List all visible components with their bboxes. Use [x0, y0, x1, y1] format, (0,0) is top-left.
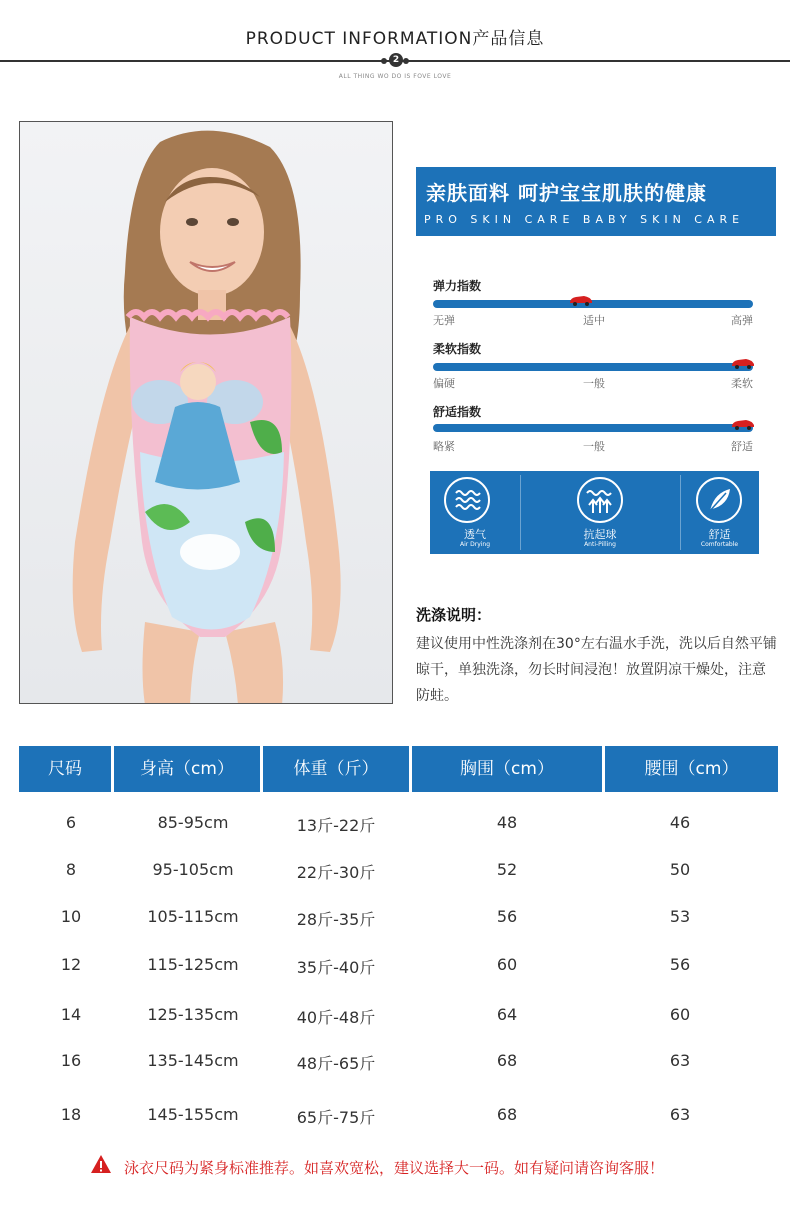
cell-size: 10 — [60, 907, 82, 926]
feature-label: 舒适 — [708, 528, 731, 541]
fabric-feature-banner — [416, 167, 776, 236]
cell-size: 16 — [60, 1051, 82, 1070]
table-header-waist: 腰围（cm） — [605, 746, 778, 792]
cell-weight: 35斤-40斤 — [296, 958, 376, 977]
banner-title: 亲肤面料 呵护宝宝肌肤的健康 — [426, 181, 707, 205]
elasticity-mid-label: 适中 — [583, 314, 605, 327]
feature-label: 透气 — [464, 528, 486, 541]
comfort-index-title: 舒适指数 — [433, 405, 482, 419]
feature-sublabel: Comfortable — [700, 541, 739, 548]
cell-size: 8 — [65, 860, 77, 879]
cell-height: 95-105cm — [152, 860, 234, 879]
feature-anti-pilling — [520, 471, 680, 554]
comfort-high-label: 舒适 — [731, 440, 753, 453]
feather-icon — [696, 477, 742, 523]
elasticity-high-label: 高弹 — [731, 314, 753, 327]
cell-chest: 60 — [496, 955, 518, 974]
cell-waist: 60 — [669, 1005, 691, 1024]
cell-height: 115-125cm — [147, 955, 239, 974]
product-photo — [19, 121, 393, 704]
page-title: PRODUCT INFORMATION产品信息 — [245, 29, 545, 49]
car-marker-icon — [730, 418, 756, 430]
softness-high-label: 柔软 — [731, 377, 753, 390]
cell-size: 18 — [60, 1105, 82, 1124]
cell-size: 12 — [60, 955, 82, 974]
softness-index-title: 柔软指数 — [433, 342, 482, 356]
washing-instructions-title: 洗涤说明： — [416, 606, 492, 624]
feature-comfortable — [680, 471, 759, 554]
car-marker-icon — [730, 357, 756, 369]
cell-height: 145-155cm — [147, 1105, 239, 1124]
cell-size: 14 — [60, 1005, 82, 1024]
cell-height: 105-115cm — [147, 907, 239, 926]
divider-dot — [403, 58, 409, 64]
softness-low-label: 偏硬 — [433, 377, 455, 390]
cell-weight: 40斤-48斤 — [296, 1008, 376, 1027]
cell-weight: 48斤-65斤 — [296, 1054, 376, 1073]
cell-chest: 64 — [496, 1005, 518, 1024]
feature-icons-panel — [430, 471, 759, 554]
cell-waist: 53 — [669, 907, 691, 926]
size-advice-warning: 泳衣尺码为紧身标准推荐。如喜欢宽松，建议选择大一码。如有疑问请咨询客服！ — [124, 1159, 665, 1177]
softness-mid-label: 一般 — [583, 377, 605, 390]
header-subtitle: ALL THING WO DO IS FOVE LOVE — [338, 73, 452, 80]
cell-waist: 63 — [669, 1051, 691, 1070]
comfort-index-bar — [433, 424, 753, 432]
cell-waist: 63 — [669, 1105, 691, 1124]
cell-chest: 52 — [496, 860, 518, 879]
cell-height: 85-95cm — [157, 813, 229, 832]
cell-weight: 65斤-75斤 — [296, 1108, 376, 1127]
table-header-weight: 体重（斤） — [263, 746, 409, 792]
cell-weight: 22斤-30斤 — [296, 863, 376, 882]
banner-subtitle: PRO SKIN CARE BABY SKIN CARE — [424, 213, 745, 226]
comfort-mid-label: 一般 — [583, 440, 605, 453]
cell-waist: 46 — [669, 813, 691, 832]
cell-waist: 50 — [669, 860, 691, 879]
divider-dot — [381, 58, 387, 64]
section-number-badge: 2 — [389, 53, 403, 67]
cell-waist: 56 — [669, 955, 691, 974]
cell-size: 6 — [65, 813, 77, 832]
table-header-height: 身高（cm） — [114, 746, 260, 792]
cell-weight: 28斤-35斤 — [296, 910, 376, 929]
feature-label: 抗起球 — [583, 528, 617, 541]
elasticity-index-title: 弹力指数 — [433, 279, 482, 293]
warning-icon — [90, 1154, 112, 1174]
child-swimsuit-illustration — [20, 122, 393, 704]
cell-chest: 68 — [496, 1105, 518, 1124]
feature-sublabel: Anti-Pilling — [584, 541, 616, 548]
cell-chest: 56 — [496, 907, 518, 926]
table-header-size: 尺码 — [19, 746, 111, 792]
table-header-chest: 胸围（cm） — [412, 746, 602, 792]
cell-height: 135-145cm — [147, 1051, 239, 1070]
arrows-up-icon — [577, 477, 623, 523]
comfort-low-label: 略紧 — [433, 440, 455, 453]
washing-instructions-text: 建议使用中性洗涤剂在30°左右温水手洗，洗以后自然平铺晾干，单独洗涤，勿长时间浸泡！放置阴凉干燥处，注意防蛀。 — [416, 636, 777, 704]
elasticity-low-label: 无弹 — [433, 314, 455, 327]
cell-chest: 68 — [496, 1051, 518, 1070]
cell-height: 125-135cm — [147, 1005, 239, 1024]
softness-index-bar — [433, 363, 753, 371]
car-marker-icon — [568, 294, 594, 306]
feature-air-drying — [430, 471, 520, 554]
feature-sublabel: Air Drying — [459, 541, 491, 548]
cell-weight: 13斤-22斤 — [296, 816, 376, 835]
cell-chest: 48 — [496, 813, 518, 832]
wave-icon — [444, 477, 490, 523]
